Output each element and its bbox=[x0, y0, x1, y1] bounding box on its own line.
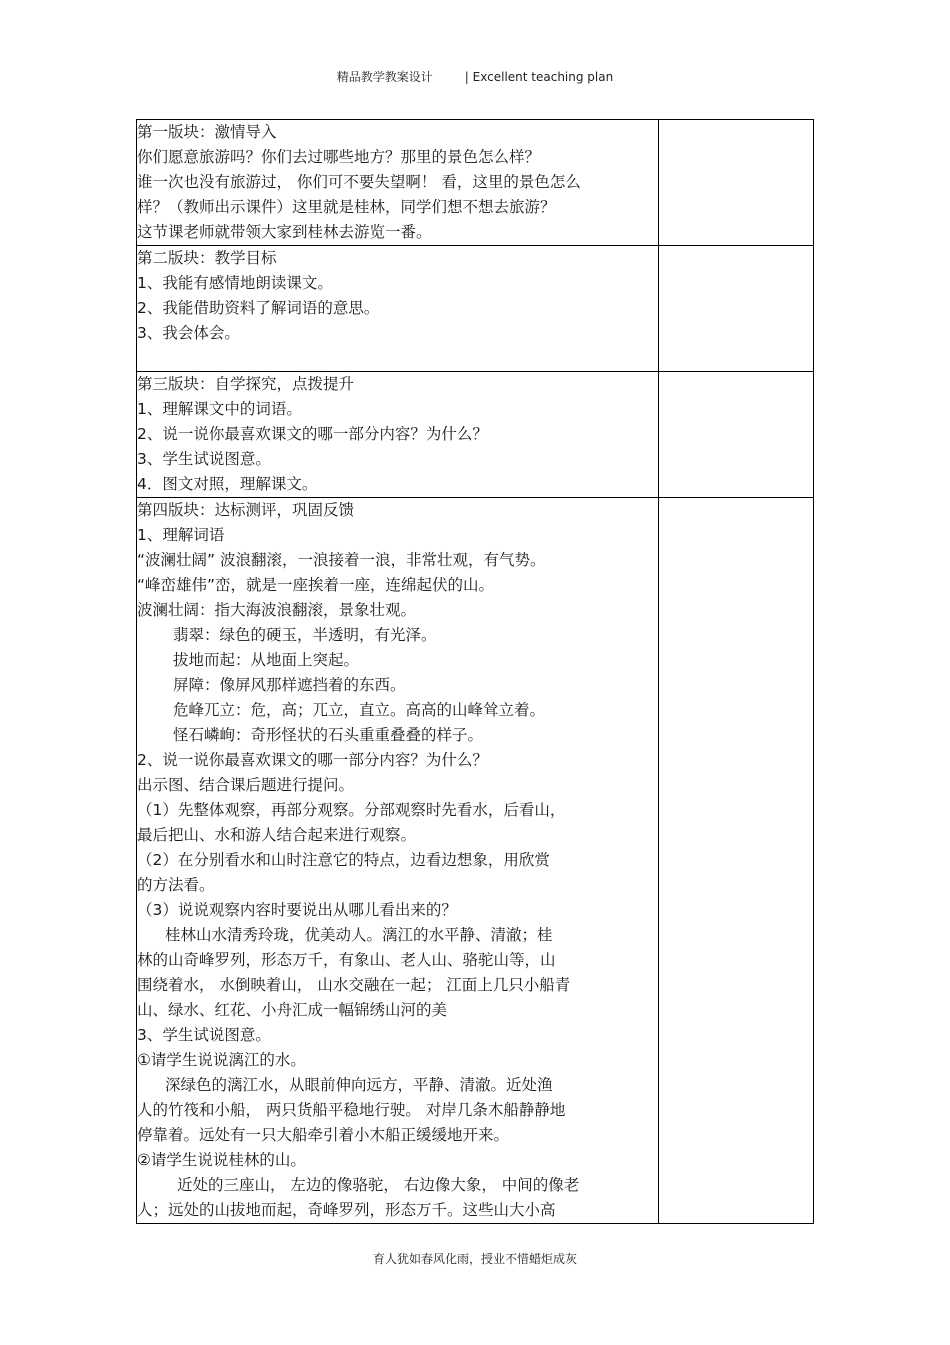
section-4-line: ②请学生说说桂林的山。 bbox=[137, 1151, 306, 1169]
section-1-line: 这节课老师就带领大家到桂林去游览一番。 bbox=[137, 223, 432, 241]
section-3-line: 2、说一说你最喜欢课文的哪一部分内容？为什么？ bbox=[137, 425, 488, 443]
section-4-line: 危峰兀立：危，高；兀立，直立。高高的山峰耸立着。 bbox=[173, 701, 546, 719]
section-row bbox=[137, 498, 814, 1224]
section-2-content bbox=[137, 246, 659, 372]
blank-line bbox=[137, 346, 658, 371]
section-2-line: 3、我会体会。 bbox=[137, 324, 240, 342]
section-4-line: （3）说说观察内容时要说出从哪儿看出来的？ bbox=[137, 901, 457, 919]
page-header bbox=[0, 68, 950, 85]
section-4-notes bbox=[659, 498, 814, 1224]
section-4-line: （1）先整体观察，再部分观察。分部观察时先看水，后看山， bbox=[137, 801, 566, 819]
section-4-line: 深绿色的漓江水，从眼前伸向远方，平静、清澈。近处渔 bbox=[165, 1076, 553, 1094]
section-4-line: 林的山奇峰罗列，形态万千，有象山、老人山、骆驼山等，山 bbox=[137, 951, 556, 969]
section-3-line: 4．图文对照，理解课文。 bbox=[137, 475, 318, 493]
section-1-content bbox=[137, 120, 659, 246]
section-4-line: 怪石嶙峋：奇形怪状的石头重重叠叠的样子。 bbox=[173, 726, 484, 744]
section-4-line: 最后把山、水和游人结合起来进行观察。 bbox=[137, 826, 417, 844]
section-4-line: “波澜壮阔” 波浪翻滚，一浪接着一浪，非常壮观，有气势。 bbox=[137, 551, 546, 569]
section-4-line: “峰峦雄伟”峦，就是一座挨着一座，连绵起伏的山。 bbox=[137, 576, 495, 594]
section-3-content bbox=[137, 372, 659, 498]
section-2-notes bbox=[659, 246, 814, 372]
header-title-en: | Excellent teaching plan bbox=[464, 70, 614, 84]
section-4-line: ①请学生说说漓江的水。 bbox=[137, 1051, 306, 1069]
section-row bbox=[137, 246, 814, 372]
section-4-line: 3、学生试说图意。 bbox=[137, 1026, 271, 1044]
section-4-line: 近处的三座山， 左边的像骆驼， 右边像大象， 中间的像老 bbox=[177, 1176, 580, 1194]
section-1-notes bbox=[659, 120, 814, 246]
section-row bbox=[137, 372, 814, 498]
lesson-plan-table bbox=[136, 119, 814, 1224]
section-2-line: 1、我能有感情地朗读课文。 bbox=[137, 274, 333, 292]
section-4-line: 围绕着水， 水倒映着山， 山水交融在一起； 江面上几只小船青 bbox=[137, 976, 571, 994]
section-4-line: 屏障：像屏风那样遮挡着的东西。 bbox=[173, 676, 406, 694]
section-2-line: 2、我能借助资料了解词语的意思。 bbox=[137, 299, 380, 317]
section-row bbox=[137, 120, 814, 246]
section-4-title: 第四版块：达标测评，巩固反馈 bbox=[137, 501, 355, 519]
section-4-line: 翡翠：绿色的硬玉，半透明，有光泽。 bbox=[173, 626, 437, 644]
section-4-line: 桂林山水清秀玲珑，优美动人。漓江的水平静、清澈；桂 bbox=[165, 926, 553, 944]
section-4-line: 的方法看。 bbox=[137, 876, 215, 894]
section-4-line: 人的竹筏和小船， 两只货船平稳地行驶。 对岸几条木船静静地 bbox=[137, 1101, 566, 1119]
section-4-line: 停靠着。远处有一只大船牵引着小木船正缓缓地开来。 bbox=[137, 1126, 510, 1144]
page-footer: 育人犹如春风化雨，授业不惜蜡炬成灰 bbox=[372, 1252, 577, 1266]
section-4-line: 波澜壮阔：指大海波浪翻滚，景象壮观。 bbox=[137, 601, 417, 619]
section-1-line: 你们愿意旅游吗？你们去过哪些地方？那里的景色怎么样？ bbox=[137, 148, 541, 166]
section-4-line: 2、说一说你最喜欢课文的哪一部分内容？为什么？ bbox=[137, 751, 488, 769]
section-4-line: （2）在分别看水和山时注意它的特点，边看边想象，用欣赏 bbox=[137, 851, 550, 869]
section-1-line: 样？（教师出示课件）这里就是桂林，同学们想不想去旅游？ bbox=[137, 198, 556, 216]
section-4-line: 1、理解词语 bbox=[137, 526, 225, 544]
section-1-title: 第一版块：激情导入 bbox=[137, 123, 277, 141]
section-1-line: 谁一次也没有旅游过， 你们可不要失望啊！ 看，这里的景色怎么 bbox=[137, 173, 581, 191]
section-3-title: 第三版块：自学探究，点拨提升 bbox=[137, 375, 355, 393]
section-3-line: 1、理解课文中的词语。 bbox=[137, 400, 302, 418]
header-title-cn: 精品教学教案设计 bbox=[336, 70, 433, 84]
section-3-line: 3、学生试说图意。 bbox=[137, 450, 271, 468]
section-4-line: 出示图、结合课后题进行提问。 bbox=[137, 776, 355, 794]
section-4-line: 拔地而起：从地面上突起。 bbox=[173, 651, 360, 669]
section-3-notes bbox=[659, 372, 814, 498]
section-4-content bbox=[137, 498, 659, 1224]
section-2-title: 第二版块：教学目标 bbox=[137, 249, 277, 267]
section-4-line: 山、绿水、红花、小舟汇成一幅锦绣山河的美 bbox=[137, 1001, 448, 1019]
section-4-line: 人；远处的山拔地而起，奇峰罗列，形态万千。这些山大小高 bbox=[137, 1201, 556, 1219]
